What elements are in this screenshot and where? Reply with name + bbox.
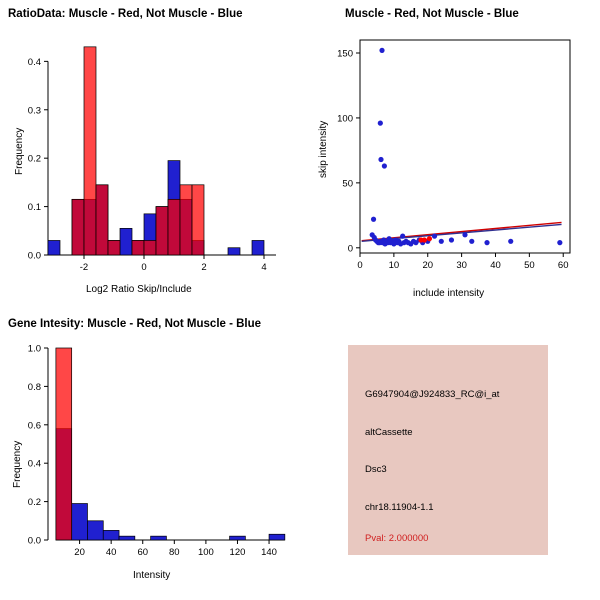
scatter-point [462, 232, 467, 237]
ratio-histogram-plot [0, 0, 300, 300]
ratio-ytick: 0.2 [27, 153, 41, 165]
ratio-bar-red [156, 207, 168, 255]
ratio-bar-red [180, 185, 192, 255]
panel-gene-histogram [0, 300, 300, 600]
info-probe-id: G6947904@J924833_RC@i_at [365, 389, 500, 400]
gene-ytick: 1.0 [27, 343, 41, 355]
gene-xtick: 80 [169, 547, 180, 558]
gene-xtick: 60 [137, 547, 149, 558]
scatter-point [378, 157, 383, 162]
scatter-point [427, 236, 432, 241]
gene-ytick: 0.0 [27, 535, 41, 547]
scatter-point [557, 240, 562, 245]
ratio-bar-red [108, 240, 120, 255]
ratio-histogram-xlabel: Log2 Ratio Skip/Include [86, 284, 192, 295]
gene-bar-red [56, 348, 72, 540]
scatter-xtick: 40 [490, 260, 501, 271]
ratio-bar-red [192, 185, 204, 255]
scatter-point [382, 163, 387, 168]
scatter-xtick: 20 [422, 260, 434, 271]
scatter-point [378, 121, 383, 126]
scatter-point [449, 237, 454, 242]
gene-histogram-xlabel: Intensity [133, 570, 171, 581]
scatter-point [439, 239, 444, 244]
gene-bar-blue [103, 530, 119, 540]
ratio-ytick: 0.1 [27, 202, 41, 214]
ratio-xtick: 4 [261, 262, 267, 273]
ratio-bar-red [96, 185, 108, 255]
ratio-ytick: 0.0 [27, 250, 41, 262]
gene-bar-blue [72, 504, 88, 540]
scatter-ylabel: skip intensity [318, 120, 329, 178]
ratio-bar-blue [48, 240, 60, 255]
panel-scatter [300, 0, 600, 300]
ratio-bar-red [84, 47, 96, 255]
gene-histogram-plot [0, 300, 300, 600]
ratio-xtick: -2 [79, 262, 89, 273]
ratio-xtick: 0 [141, 262, 147, 273]
gene-ytick: 0.8 [27, 381, 41, 393]
scatter-ytick: 150 [337, 48, 353, 60]
gene-bar-blue [119, 536, 135, 540]
ratio-bar-red [132, 240, 144, 255]
panel-info-box [348, 345, 548, 555]
scatter-point [400, 234, 405, 239]
gene-bar-blue [230, 536, 246, 540]
info-pval: Pval: 2.000000 [365, 533, 429, 544]
scatter-point [508, 239, 513, 244]
scatter-point [432, 234, 437, 239]
scatter-red-fit [362, 222, 562, 240]
scatter-title: Muscle - Red, Not Muscle - Blue [345, 8, 519, 20]
scatter-point [422, 237, 427, 242]
scatter-ytick: 0 [347, 243, 353, 255]
scatter-point [371, 217, 376, 222]
scatter-xtick: 10 [388, 260, 400, 271]
gene-bar-blue [87, 521, 103, 540]
ratio-bar-blue [120, 228, 132, 255]
ratio-bar-blue [252, 240, 264, 255]
ratio-bar-blue [228, 248, 240, 255]
scatter-point [484, 240, 489, 245]
scatter-xtick: 60 [557, 260, 569, 271]
gene-bar-blue [269, 534, 285, 540]
scatter-xtick: 30 [456, 260, 467, 271]
scatter-xtick: 0 [357, 260, 363, 271]
ratio-bar-red [168, 199, 180, 255]
gene-bar-blue [151, 536, 167, 540]
ratio-bar-red [72, 199, 84, 255]
panel-ratio-histogram [0, 0, 300, 300]
gene-ytick: 0.6 [27, 420, 41, 432]
gene-ytick: 0.4 [27, 458, 41, 470]
gene-xtick: 140 [261, 547, 277, 558]
gene-ytick: 0.2 [27, 497, 41, 509]
ratio-bar-red [144, 240, 156, 255]
ratio-ytick: 0.3 [27, 105, 41, 117]
gene-xtick: 20 [74, 547, 85, 558]
scatter-xlabel: include intensity [413, 288, 485, 299]
ratio-histogram-ylabel: Frequency [14, 127, 25, 175]
ratio-histogram-title: RatioData: Muscle - Red, Not Muscle - Blue [8, 8, 243, 20]
scatter-point [379, 48, 384, 53]
ratio-xtick: 2 [201, 262, 207, 273]
gene-histogram-title: Gene Intesity: Muscle - Red, Not Muscle - Blue [8, 318, 262, 330]
scatter-ytick: 50 [342, 178, 353, 190]
gene-xtick: 40 [105, 547, 117, 558]
info-locus: chr18.11904-1.1 [365, 502, 434, 513]
scatter-xtick: 50 [524, 260, 535, 271]
info-event-type: altCassette [365, 427, 413, 438]
scatter-plot [300, 0, 600, 300]
info-gene-symbol: Dsc3 [365, 464, 387, 475]
gene-xtick: 120 [229, 547, 246, 558]
gene-histogram-ylabel: Frequency [12, 440, 23, 488]
gene-xtick: 100 [197, 547, 214, 558]
scatter-ytick: 100 [337, 113, 353, 125]
scatter-point [469, 239, 474, 244]
ratio-ytick: 0.4 [27, 56, 41, 68]
